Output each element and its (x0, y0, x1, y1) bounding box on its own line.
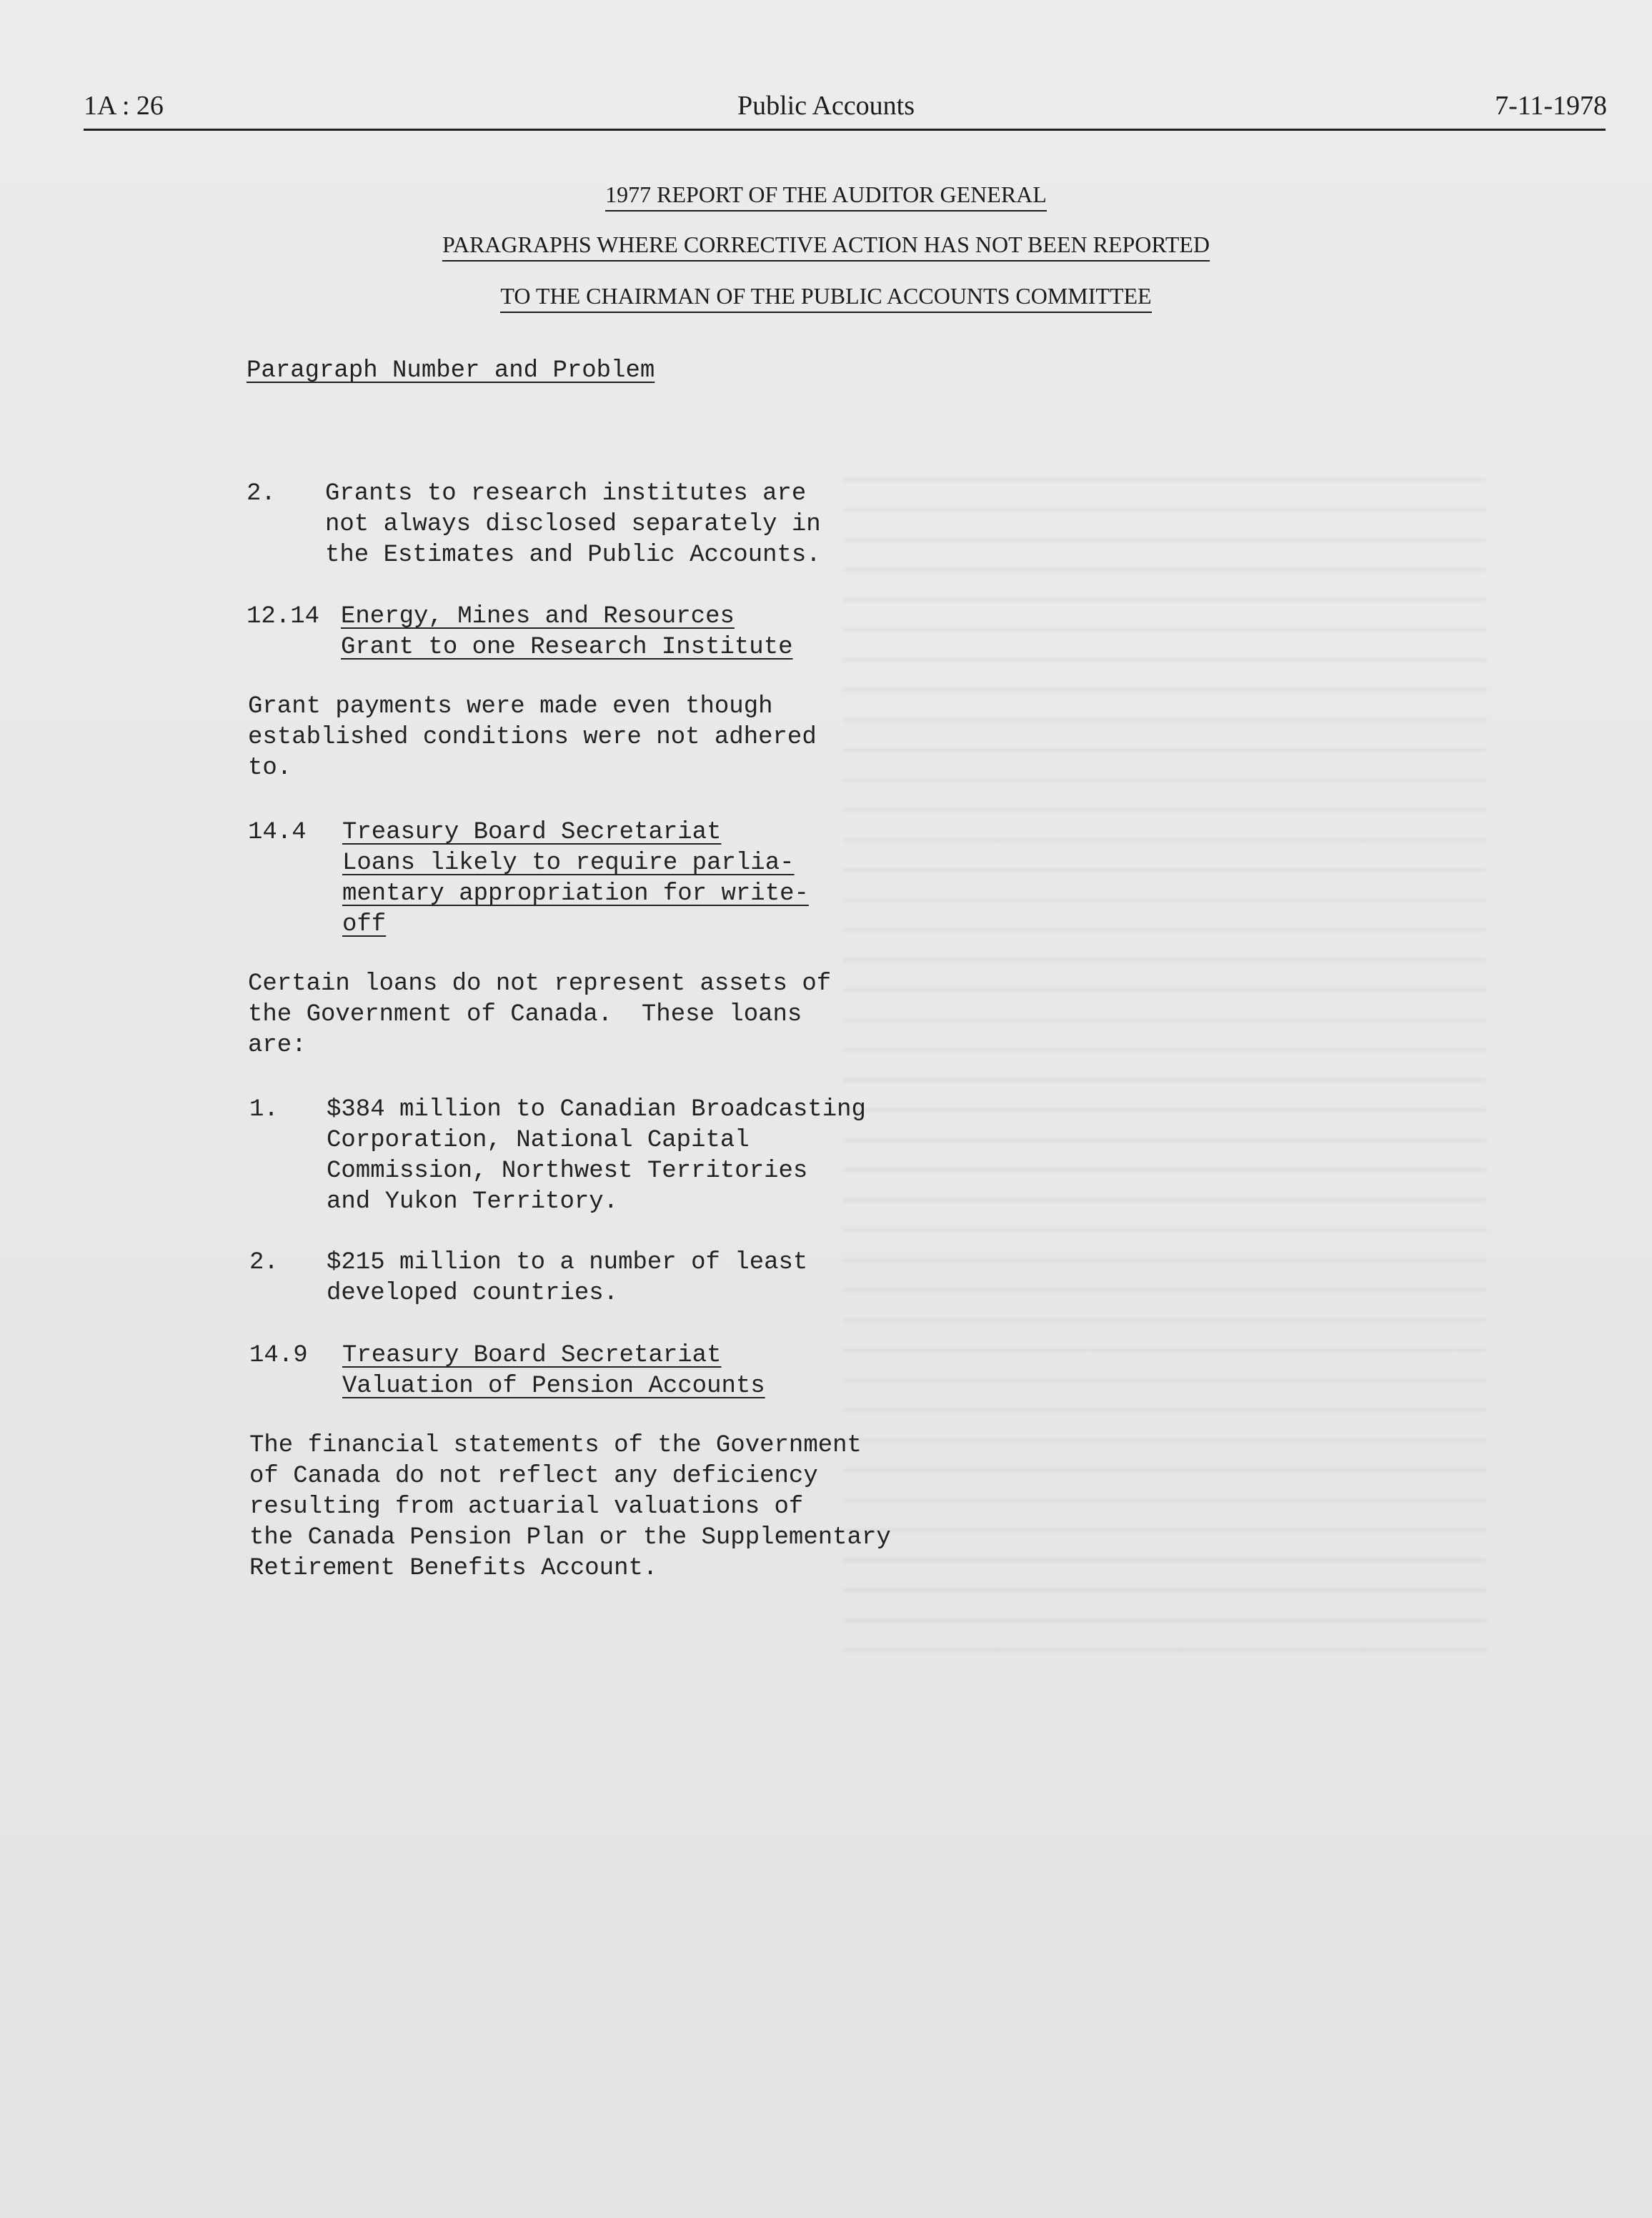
section-14-9-number: 14.9 (249, 1342, 308, 1369)
loan-item-2-number: 2. (249, 1249, 279, 1276)
text-line: $215 million to a number of least (327, 1249, 808, 1276)
publication-title: Public Accounts (737, 91, 915, 121)
text-line: the Canada Pension Plan or the Supplementary (249, 1524, 891, 1551)
text-line: the Estimates and Public Accounts. (325, 542, 821, 569)
text-line: resulting from actuarial valuations of (249, 1493, 804, 1521)
item-2-text (325, 479, 821, 571)
column-heading: Paragraph Number and Problem (247, 357, 655, 384)
text-line: are: (248, 1032, 307, 1059)
section-14-9-body (249, 1431, 891, 1584)
text-line: and Yukon Territory. (327, 1188, 619, 1215)
section-14-4-number: 14.4 (248, 819, 307, 846)
section-12-14-body (248, 692, 817, 784)
text-line: of Canada do not reflect any deficiency (249, 1463, 818, 1490)
loan-item-1-text (327, 1095, 866, 1218)
text-line: Grants to research institutes are (325, 480, 807, 507)
section-14-4-heading (342, 817, 809, 940)
text-line: to. (248, 755, 292, 782)
text-line: Commission, Northwest Territories (327, 1158, 808, 1185)
header-rule (84, 129, 1606, 131)
heading-line: off (342, 911, 387, 938)
text-line: Grant payments were made even though (248, 693, 773, 720)
section-14-9-heading (342, 1341, 765, 1402)
item-2-number: 2. (247, 480, 276, 507)
heading-line: Grant to one Research Institute (341, 634, 793, 661)
report-subtitle: PARAGRAPHS WHERE CORRECTIVE ACTION HAS NOT BEEN REPORTED (0, 232, 1652, 258)
loan-item-1-number: 1. (249, 1096, 279, 1123)
report-title: 1977 REPORT OF THE AUDITOR GENERAL (0, 181, 1652, 208)
report-subtitle-continued: TO THE CHAIRMAN OF THE PUBLIC ACCOUNTS COMMITTEE (0, 283, 1652, 309)
section-12-14-heading (341, 602, 793, 663)
text-line: established conditions were not adhered (248, 724, 817, 751)
heading-line: mentary appropriation for write- (342, 880, 809, 907)
section-12-14-number: 12.14 (247, 603, 320, 630)
bleed-through-text (843, 457, 1486, 1672)
text-line: The financial statements of the Government (249, 1432, 862, 1459)
heading-line: Treasury Board Secretariat (342, 1342, 722, 1369)
text-line: $384 million to Canadian Broadcasting (327, 1096, 866, 1123)
text-line: Retirement Benefits Account. (249, 1555, 658, 1582)
heading-line: Valuation of Pension Accounts (342, 1373, 765, 1400)
heading-line: Loans likely to require parlia- (342, 850, 795, 877)
publication-date: 7-11-1978 (1495, 91, 1607, 121)
heading-line: Treasury Board Secretariat (342, 819, 722, 846)
heading-line: Energy, Mines and Resources (341, 603, 735, 630)
text-line: the Government of Canada. These loans (248, 1001, 802, 1028)
text-line: not always disclosed separately in (325, 511, 821, 538)
section-14-4-body (248, 969, 831, 1061)
text-line: developed countries. (327, 1280, 619, 1307)
text-line: Corporation, National Capital (327, 1127, 750, 1154)
loan-item-2-text (327, 1248, 807, 1309)
text-line: Certain loans do not represent assets of (248, 970, 832, 998)
page-reference: 1A : 26 (84, 91, 164, 121)
